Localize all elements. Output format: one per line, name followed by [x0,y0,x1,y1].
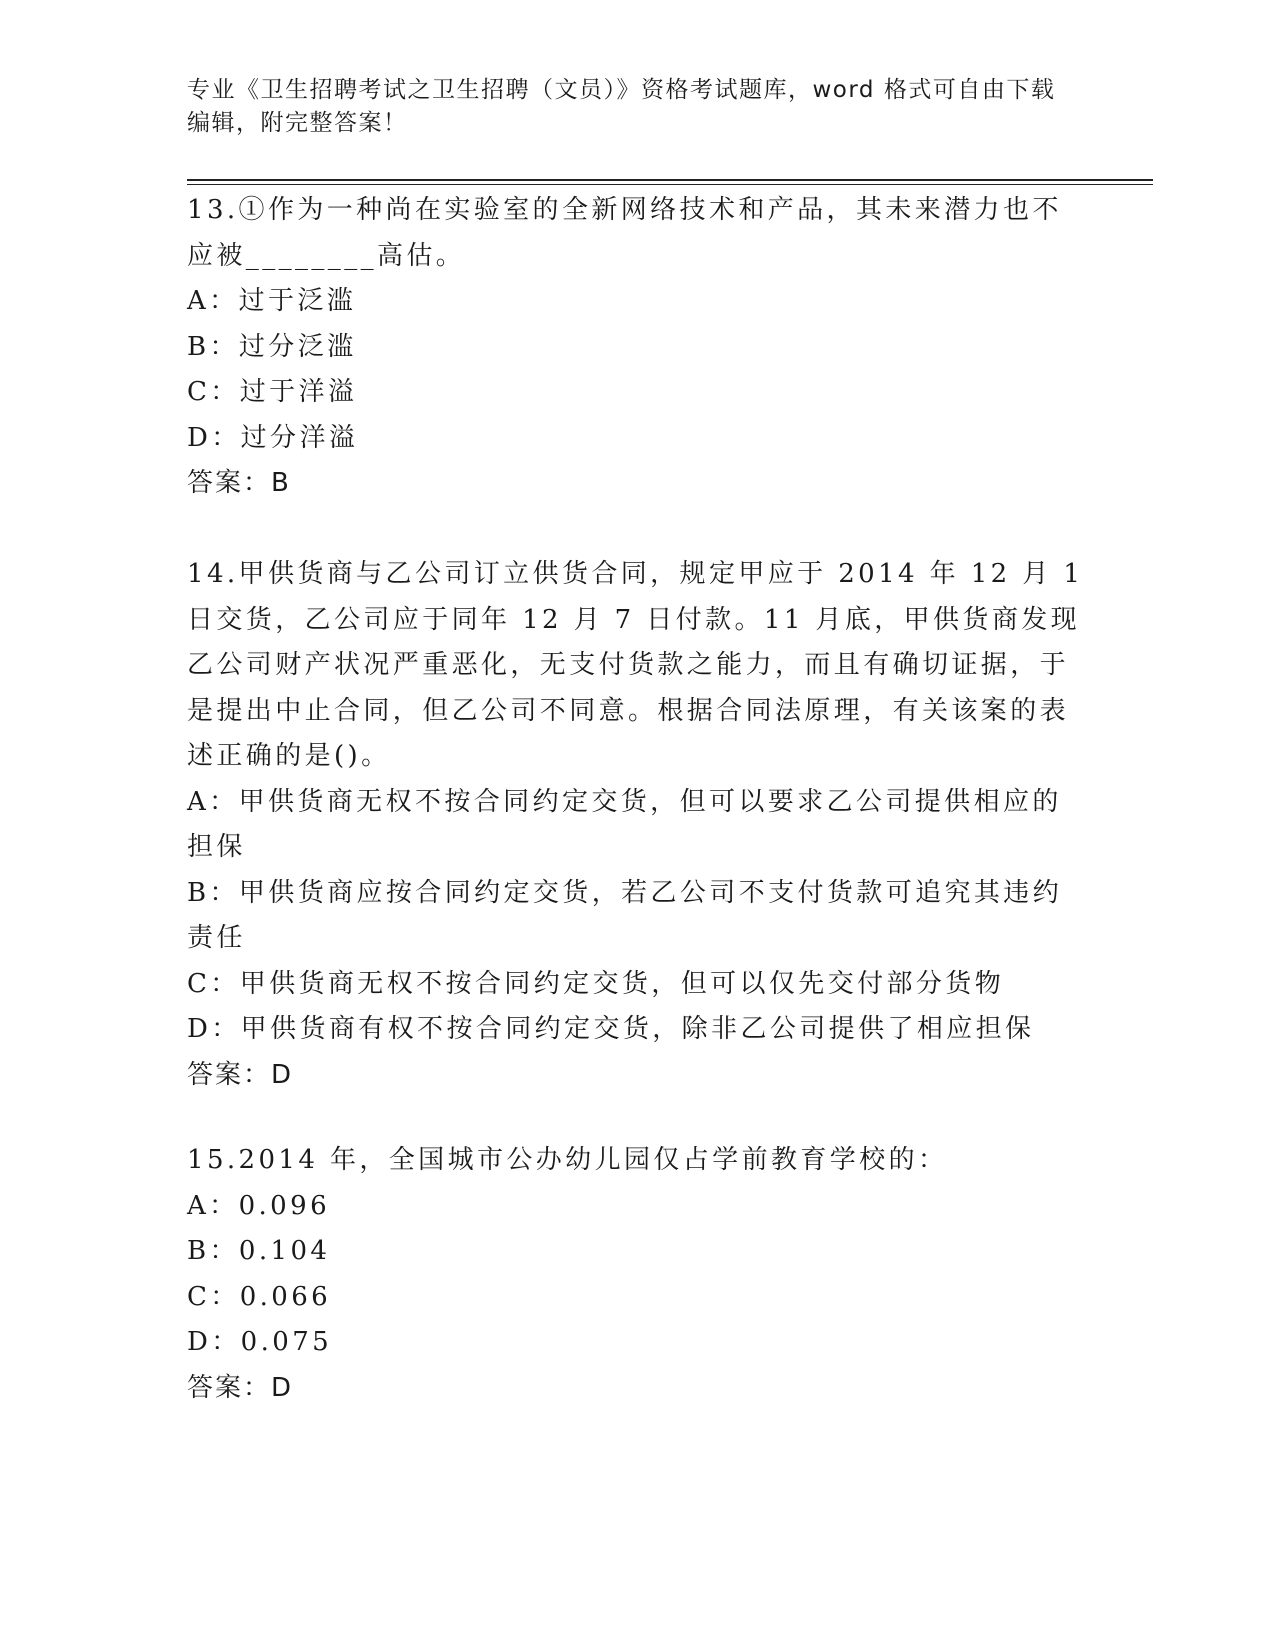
option-b: B：过分泛滥 [187,331,357,362]
intro-line-1: 专业《卫生招聘考试之卫生招聘（文员）》资格考试题库，word 格式可自由下载 [187,77,1056,103]
option-b: B：甲供货商应按合同约定交货，若乙公司不支付货款可追究其违约责任 [187,877,1063,953]
answer-line: 答案：D [187,1059,294,1090]
header-divider-thin [187,184,1153,185]
option-c: C：甲供货商无权不按合同约定交货，但可以仅先交付部分货物 [187,968,1005,999]
option-d: D：过分洋溢 [187,422,359,453]
question-stem: 15.2014 年，全国城市公办幼儿园仅占学前教育学校的： [187,1145,948,1175]
question-stem: 14.甲供货商与乙公司订立供货合同，规定甲应于 2014 年 12 月 1 日交货，乙公司应于同年 12 月 7 日付款。11 月底，甲供货商发现乙公司财产状况严重恶化，无支付货款之能力，而且有确切证据，于是提出中止合同，但乙公司不同意。根据合同法原理，有关该案的表述正确的是()。 [187,559,1084,771]
header-divider-thick [187,179,1153,181]
option-d: D：甲供货商有权不按合同约定交货，除非乙公司提供了相应担保 [187,1014,1035,1044]
document-intro [187,74,1087,140]
option-d: D：0.075 [187,1327,333,1357]
question-13 [187,188,1087,507]
option-b: B：0.104 [187,1236,331,1266]
question-14 [187,552,1087,1098]
option-c: C：0.066 [187,1281,332,1312]
option-a: A：0.096 [187,1190,331,1221]
question-stem: 13.①作为一种尚在实验室的全新网络技术和产品，其未来潜力也不应被________高估。 [187,195,1062,271]
option-c: C：过于洋溢 [187,377,358,407]
option-a: A：过于泛滥 [187,286,357,316]
question-15 [187,1138,1087,1411]
option-a: A：甲供货商无权不按合同约定交货，但可以要求乙公司提供相应的担保 [187,786,1062,862]
intro-line-2: 编辑，附完整答案！ [187,110,408,136]
answer-line: 答案：B [187,468,291,498]
answer-line: 答案：D [187,1372,294,1403]
